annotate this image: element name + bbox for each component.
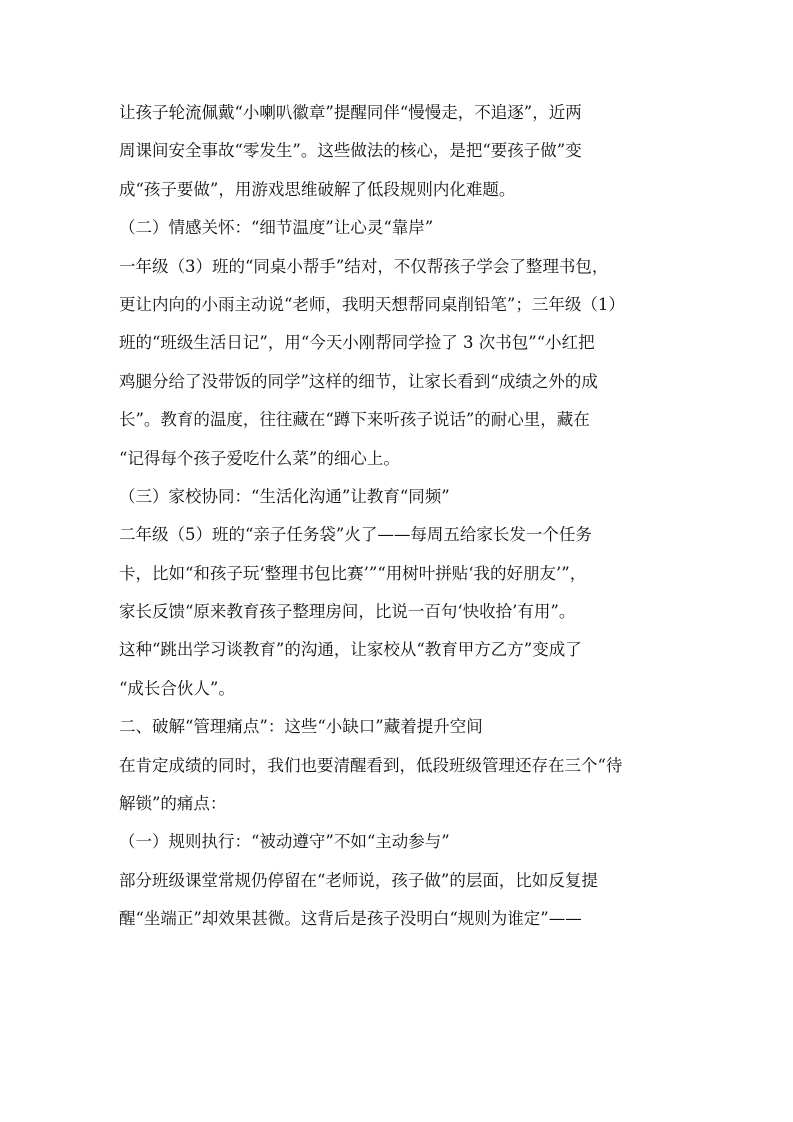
- section-heading-pain-points: 二、破解“管理痛点”：这些“小缺口”藏着提升空间: [119, 717, 483, 737]
- paragraph-line: 在肯定成绩的同时，我们也要清醒看到，低段班级管理还存在三个“待: [119, 755, 623, 775]
- paragraph-line: 部分班级课堂常规仍停留在“老师说，孩子做”的层面，比如反复提: [119, 870, 598, 890]
- paragraph-line: 卡，比如“和孩子玩‘整理书包比赛’”“用树叶拼贴‘我的好朋友’”，: [119, 563, 587, 583]
- paragraph-line: 成“孩子要做”，用游戏思维破解了低段规则内化难题。: [119, 179, 516, 199]
- section-heading-home-school: （三）家校协同：“生活化沟通”让教育“同频”: [119, 486, 450, 506]
- paragraph-line: “成长合伙人”。: [119, 678, 235, 698]
- paragraph-line: 让孩子轮流佩戴“小喇叭徽章”提醒同伴“慢慢走，不追逐”，近两: [119, 103, 582, 122]
- section-heading-rule-execution: （一）规则执行：“被动遵守”不如“主动参与”: [119, 832, 450, 852]
- paragraph-line: 更让内向的小雨主动说“老师，我明天想帮同桌削铅笔”；三年级（1）: [119, 294, 625, 314]
- paragraph-line: 一年级（3）班的“同桌小帮手”结对，不仅帮孩子学会了整理书包，: [119, 256, 609, 276]
- paragraph-line: “记得每个孩子爱吃什么菜”的细心上。: [119, 448, 400, 468]
- paragraph-line: 醒“坐端正”却效果甚微。这背后是孩子没明白“规则为谁定”——: [119, 909, 582, 929]
- paragraph-line: 解锁”的痛点：: [119, 794, 227, 814]
- document-body: [119, 94, 679, 939]
- paragraph-line: 这种“跳出学习谈教育”的沟通，让家校从“教育甲方乙方”变成了: [119, 640, 582, 660]
- paragraph-line: 长”。教育的温度，往往藏在“蹲下来听孩子说话”的耐心里，藏在: [119, 410, 590, 430]
- paragraph-line: 鸡腿分给了没带饭的同学”这样的细节，让家长看到“成绩之外的成: [119, 371, 598, 391]
- paragraph-line: 周课间安全事故“零发生”。这些做法的核心，是把“要孩子做”变: [119, 141, 582, 161]
- paragraph-line: 家长反馈“原来教育孩子整理房间，比说一百句‘快收拾’有用”。: [119, 602, 576, 622]
- paragraph-line: 二年级（5）班的“亲子任务袋”火了——每周五给家长发一个任务: [119, 525, 592, 545]
- paragraph-line: 班的“班级生活日记”，用“今天小刚帮同学捡了 3 次书包”“小红把: [119, 333, 595, 353]
- section-heading-emotional-care: （二）情感关怀：“细节温度”让心灵“靠岸”: [119, 218, 434, 238]
